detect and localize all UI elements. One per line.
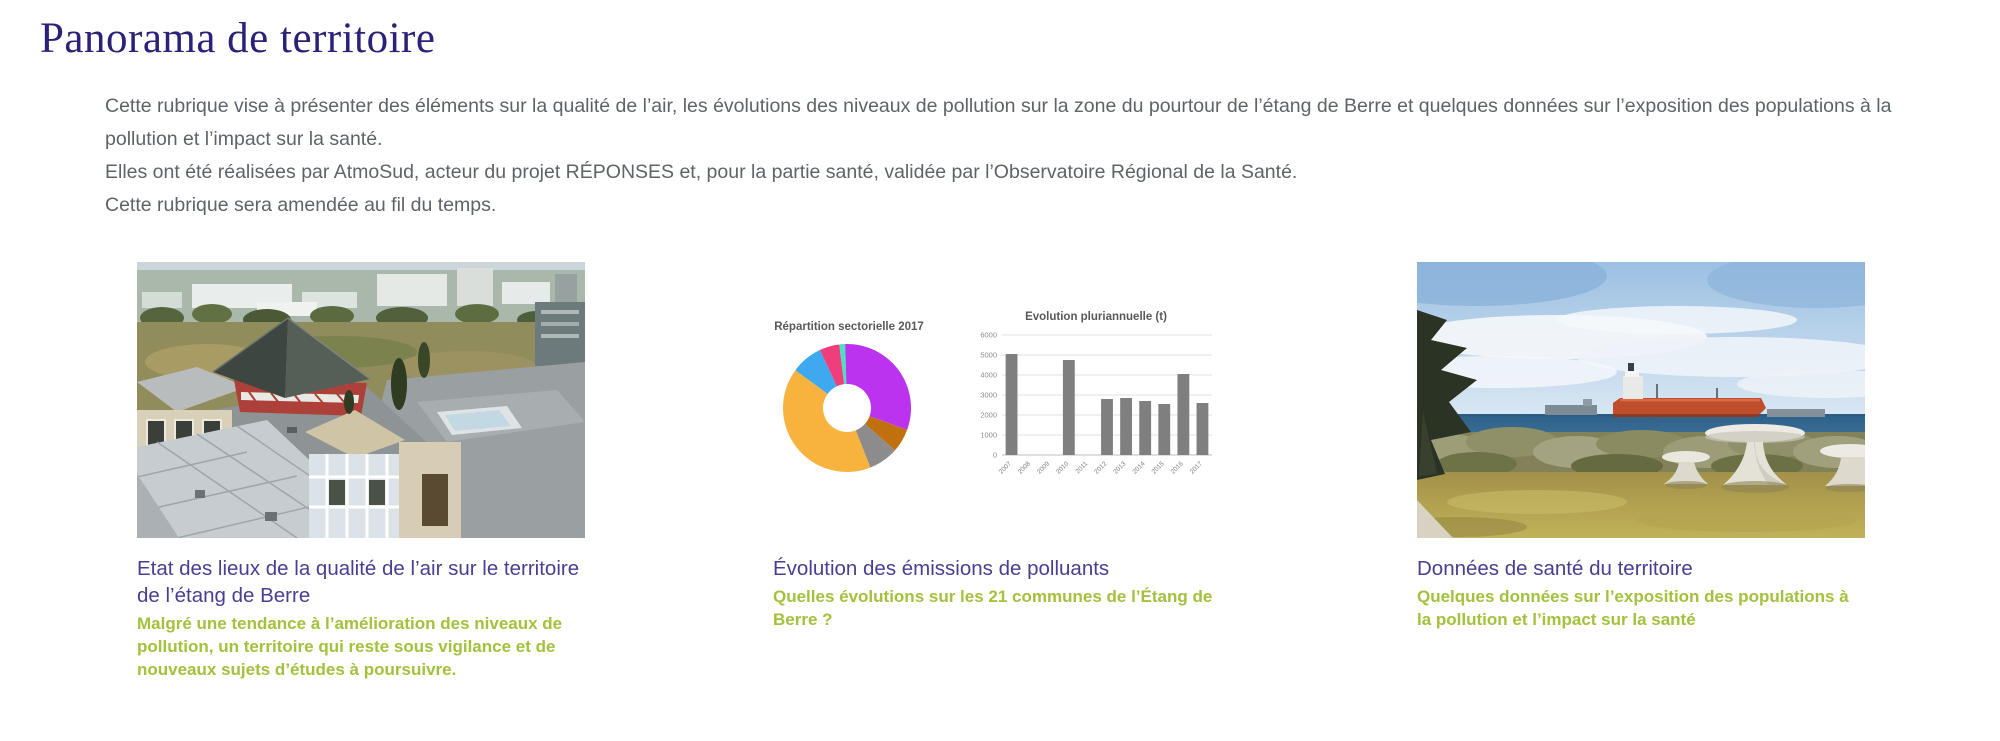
donut-chart-title: Répartition sectorielle 2017 <box>774 321 924 333</box>
bar-2013 <box>1120 398 1132 455</box>
svg-text:2017: 2017 <box>1188 460 1204 476</box>
svg-text:0: 0 <box>992 450 997 460</box>
card-health-title[interactable]: Données de santé du territoire <box>1417 557 1693 580</box>
svg-text:2008: 2008 <box>1016 460 1033 476</box>
svg-text:4000: 4000 <box>980 370 997 380</box>
svg-text:2015: 2015 <box>1150 460 1166 476</box>
intro-paragraph-3: Cette rubrique sera amendée au fil du temps. <box>105 194 497 216</box>
svg-text:6000: 6000 <box>980 330 997 340</box>
evolution-bar-chart <box>972 311 1220 489</box>
cards-row <box>0 262 2000 741</box>
bar-2012 <box>1101 399 1113 455</box>
svg-text:2009: 2009 <box>1035 460 1052 476</box>
health-photo[interactable] <box>1417 262 1865 538</box>
svg-text:2000: 2000 <box>980 410 997 420</box>
intro-paragraph-2: Elles ont été réalisées par AtmoSud, acteur du projet RÉPONSES et, pour la partie santé, validée par l’Observatoire Régional de la Santé. <box>105 161 1298 183</box>
svg-text:2012: 2012 <box>1093 460 1109 476</box>
svg-text:3000: 3000 <box>980 390 997 400</box>
sector-donut-chart <box>774 321 924 479</box>
intro-paragraph-1: Cette rubrique vise à présenter des éléments sur la qualité de l’air, les évolutions des niveaux de pollution sur la zone du pourtour de l’étang de Berre et quelques données sur l’exposition des populations à la pollution et l’impact sur la santé. <box>105 95 1892 150</box>
coastal-photo-illustration <box>1417 262 1865 538</box>
card-air-quality[interactable] <box>137 262 585 681</box>
svg-text:2013: 2013 <box>1112 460 1128 476</box>
card-health[interactable] <box>1417 262 1865 631</box>
bar-chart-title: Evolution pluriannuelle (t) <box>1025 311 1167 323</box>
bar-2007 <box>1006 354 1018 455</box>
air-quality-photo[interactable] <box>137 262 585 538</box>
bar-2017 <box>1197 403 1209 455</box>
bar-2010 <box>1063 360 1075 455</box>
svg-text:1000: 1000 <box>980 430 997 440</box>
svg-text:2011: 2011 <box>1074 460 1090 476</box>
bar-2016 <box>1177 374 1189 455</box>
svg-text:2007: 2007 <box>997 460 1013 476</box>
svg-text:2016: 2016 <box>1169 460 1185 476</box>
card-air-quality-subtitle: Malgré une tendance à l’amélioration des niveaux de pollution, un territoire qui reste sous vigilance et de nouveaux sujets d’études à poursuivre. <box>137 614 563 679</box>
card-emissions-title[interactable]: Évolution des émissions de polluants <box>773 557 1110 580</box>
card-emissions[interactable] <box>773 262 1221 631</box>
donut-segment-purple <box>845 344 911 430</box>
intro-text <box>105 90 1905 222</box>
card-air-quality-title[interactable]: Etat des lieux de la qualité de l’air sur le territoire de l’étang de Berre <box>137 557 580 607</box>
svg-text:2014: 2014 <box>1131 460 1147 476</box>
bar-2014 <box>1139 401 1151 455</box>
svg-text:2010: 2010 <box>1055 460 1071 476</box>
page-title: Panorama de territoire <box>40 15 436 62</box>
bar-chart <box>972 327 1220 489</box>
bar-2015 <box>1158 404 1170 455</box>
emissions-charts[interactable] <box>773 262 1221 538</box>
donut-chart <box>774 337 924 479</box>
aerial-photo-illustration <box>137 262 585 538</box>
card-emissions-subtitle: Quelles évolutions sur les 21 communes de l’Étang de Berre ? <box>773 587 1213 629</box>
card-health-subtitle: Quelques données sur l’exposition des populations à la pollution et l’impact sur la santé <box>1417 587 1849 629</box>
svg-text:5000: 5000 <box>980 350 997 360</box>
